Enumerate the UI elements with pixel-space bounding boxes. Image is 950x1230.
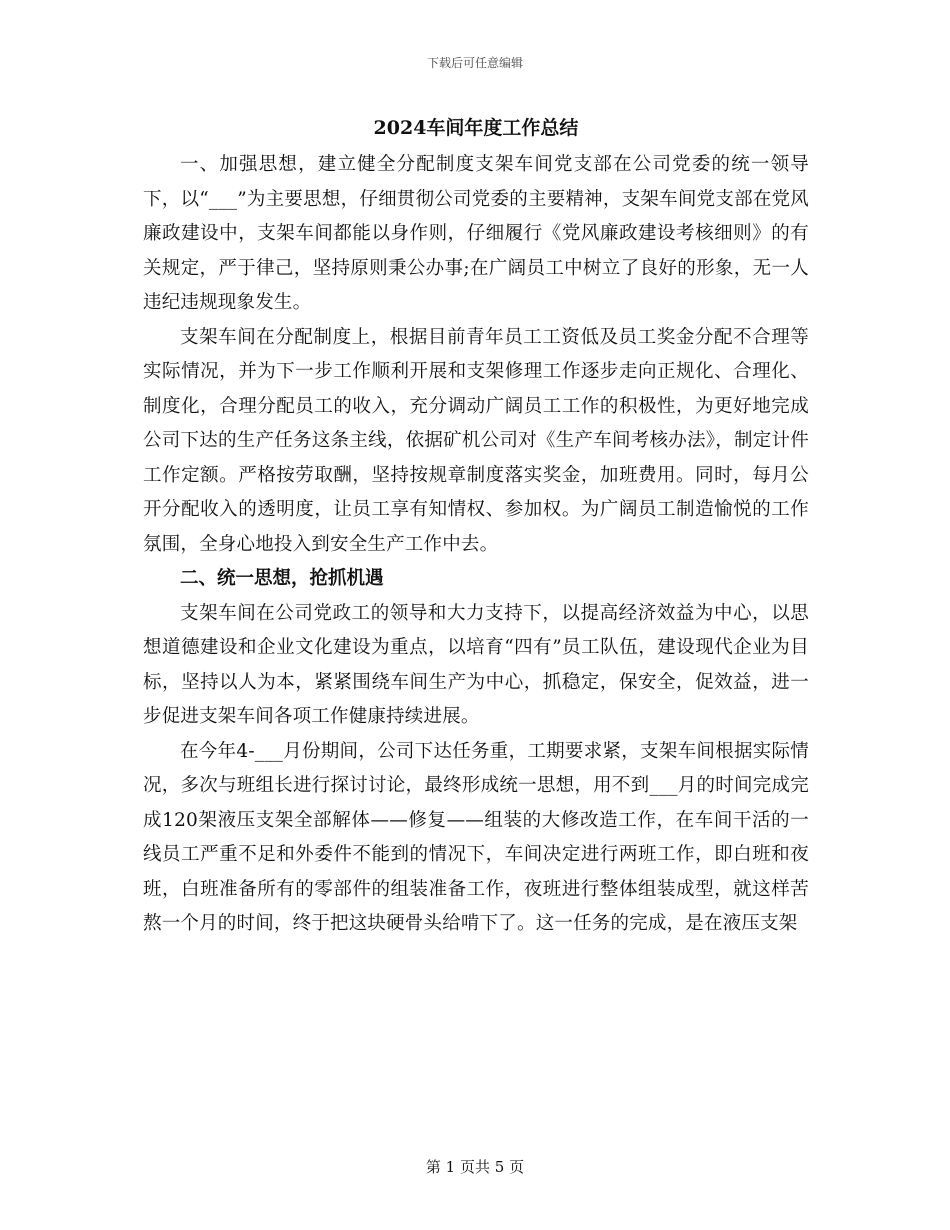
paragraph-4: 在今年4-___月份期间，公司下达任务重，工期要求紧，支架车间根据实际情况，多次与班组长进行探讨讨论，最终形成统一思想，用不到___月的时间完成完成120架液压支架全部解体——修复——组装的大修改造工作，在车间干活的一线员工严重不足和外委件不能到的情况下，车间决定进行两班工作，即白班和夜班，白班准备所有的零部件的组装准备工作，夜班进行整体组装成型，就这样苦熬一个月的时间，终于把这块硬骨头给啃下了。这一任务的完成，是在液压支架	[143, 740, 809, 934]
paragraph-1: 一、加强思想，建立健全分配制度支架车间党支部在公司党委的统一领导下，以“___”为主要思想，仔细贯彻公司党委的主要精神，支架车间党支部在党风廉政建设中，支架车间都能以身作则，仔细履行《党风廉政建设考核细则》的有关规定，严于律己，坚持原则秉公办事;在广阔员工中树立了良好的形象，无一人违纪违规现象发生。	[143, 154, 809, 313]
paragraph-3: 支架车间在公司党政工的领导和大力支持下，以提高经济效益为中心，以思想道德建设和企业文化建设为重点，以培育“四有”员工队伍，建设现代企业为目标，坚持以人为本，紧紧围绕车间生产为中心，抓稳定，保安全，促效益，进一步促进支架车间各项工作健康持续进展。	[143, 602, 809, 727]
page-number: 第 1 页共 5 页	[425, 1158, 525, 1176]
paragraph-2: 支架车间在分配制度上，根据目前青年员工工资低及员工奖金分配不合理等实际情况，并为下一步工作顺利开展和支架修理工作逐步走向正规化、合理化、制度化，合理分配员工的收入，充分调动广阔员工工作的积极性，为更好地完成公司下达的生产任务这条主线，依据矿机公司对《生产车间考核办法》，制定计件工作定额。严格按劳取酬，坚持按规章制度落实奖金，加班费用。同时，每月公开分配收入的透明度，让员工享有知情权、参加权。为广阔员工制造愉悦的工作氛围，全身心地投入到安全生产工作中去。	[143, 326, 809, 555]
header-note: 下载后可任意编辑	[426, 56, 523, 70]
document-body	[143, 108, 809, 942]
section-heading-2: 二、统一思想，抢抓机遇	[180, 568, 384, 589]
document-title: 2024车间年度工作总结	[373, 117, 579, 139]
